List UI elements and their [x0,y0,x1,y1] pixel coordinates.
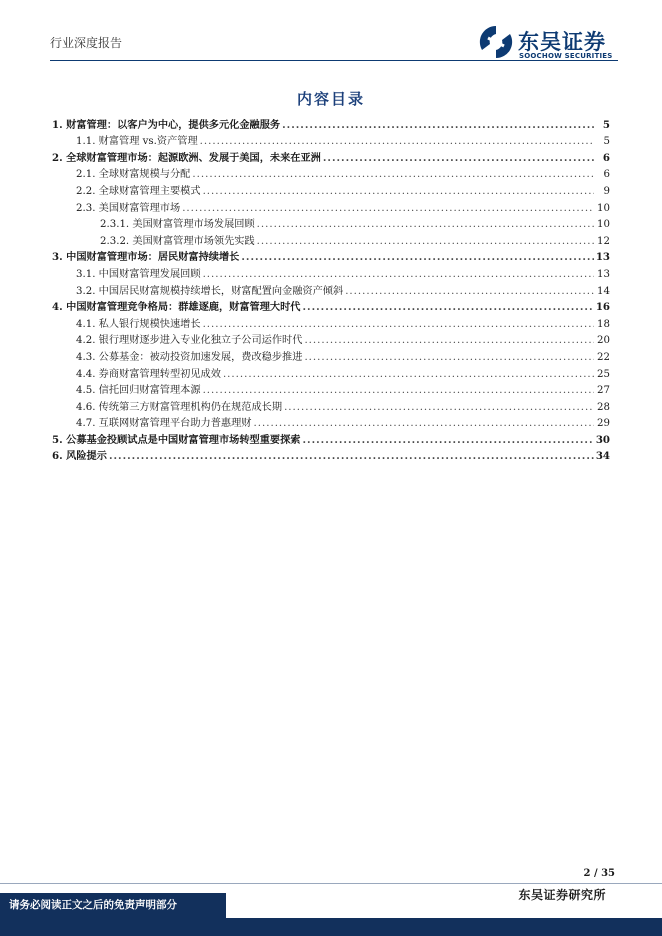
toc-entry-page: 28 [597,401,610,413]
toc-entry[interactable] [52,197,610,214]
institute-name: 东吴证券研究所 [518,888,606,902]
toc-dot-leader [254,418,595,429]
toc-entry-page: 30 [595,433,610,446]
toc-entry-label: 1.1. 财富管理 vs.资产管理 [76,136,198,148]
toc-dot-leader [303,434,594,446]
toc-entry[interactable] [52,446,610,463]
toc-dot-leader [182,203,594,214]
toc-dot-leader [203,186,594,197]
toc-dot-leader [192,169,594,180]
toc-dot-leader [257,236,594,247]
soochow-logo-icon [478,24,514,60]
toc-entry-page: 9 [603,185,610,197]
footer-bar [0,918,662,936]
toc-entry-page: 6 [602,151,610,164]
toc-entry-page: 25 [597,368,610,380]
toc-dot-leader [203,385,594,396]
toc-dot-leader [241,251,593,263]
logo-chinese-name: 东吴证券 [518,30,606,54]
toc-entry-page: 18 [597,318,610,330]
disclaimer-banner: 请务必阅读正文之后的免责声明部分 [0,893,226,918]
toc-entry-label: 3.2. 中国居民财富规模持续增长，财富配置向金融资产倾斜 [76,285,344,297]
toc-entry-label: 4.5. 信托回归财富管理本源 [76,385,201,397]
toc-entry-label: 4.1. 私人银行规模快速增长 [76,318,201,330]
toc-dot-leader [303,301,594,313]
toc-entry[interactable] [52,363,610,380]
toc-entry[interactable] [52,280,610,297]
toc-dot-leader [203,269,594,280]
toc-entry-page: 34 [595,450,610,463]
toc-entry-label: 2.3. 美国财富管理市场 [76,202,181,214]
toc-dot-leader [109,450,594,462]
toc-entry-page: 6 [603,169,610,181]
toc-entry-label: 3. 中国财富管理市场：居民财富持续增长 [52,251,240,264]
toc-entry[interactable] [52,429,610,446]
toc-entry-label: 2.2. 全球财富管理主要模式 [76,185,201,197]
toc-entry-page: 5 [603,136,610,148]
toc-entry[interactable] [52,131,610,148]
toc-entry-page: 10 [597,219,610,231]
logo-english-name: SOOCHOW SECURITIES [519,52,613,60]
toc-entry-page: 20 [597,335,610,347]
toc-entry-label: 4.3. 公募基金：被动投资加速发展，费改稳步推进 [76,351,303,363]
toc-entry-page: 13 [597,268,610,280]
toc-entry-label: 2.1. 全球财富规模与分配 [76,169,191,181]
toc-entry[interactable] [52,380,610,397]
toc-entry-page: 13 [595,251,610,264]
toc-dot-leader [203,319,594,330]
toc-entry[interactable] [52,147,610,164]
toc-title: 内容目录 [296,90,365,108]
toc-entry-label: 4.6. 传统第三方财富管理机构仍在规范成长期 [76,401,283,413]
toc-dot-leader [200,136,594,147]
toc-entry-label: 5. 公募基金投顾试点是中国财富管理市场转型重要探索 [52,433,301,446]
toc-entry-label: 2.3.1. 美国财富管理市场发展回顾 [100,219,255,231]
header-divider [50,60,618,61]
toc-entry-page: 10 [597,202,610,214]
brand-logo [478,24,618,64]
toc-entry[interactable] [52,247,610,264]
toc-entry[interactable] [52,396,610,413]
toc-entry[interactable] [52,330,610,347]
toc-entry-label: 1. 财富管理：以客户为中心，提供多元化金融服务 [52,118,281,131]
report-type-label: 行业深度报告 [50,36,123,50]
toc-entry-label: 3.1. 中国财富管理发展回顾 [76,268,201,280]
toc-entry-label: 4.7. 互联网财富管理平台助力普惠理财 [76,418,252,430]
toc-entry[interactable] [52,413,610,430]
toc-entry-page: 14 [597,285,610,297]
toc-entry[interactable] [52,346,610,363]
toc-entry[interactable] [52,164,610,181]
toc-dot-leader [323,152,594,164]
toc-entry-label: 2.3.2. 美国财富管理市场领先实践 [100,235,255,247]
toc-dot-leader [257,219,594,230]
toc-dot-leader [284,402,594,413]
toc-dot-leader [304,352,594,363]
toc-entry-label: 4.2. 银行理财逐步进入专业化独立子公司运作时代 [76,335,303,347]
toc-entry-page: 16 [595,301,610,314]
toc-dot-leader [304,335,594,346]
toc-dot-leader [345,286,594,297]
toc-entry-page: 29 [597,418,610,430]
toc-entry-page: 12 [597,235,610,247]
toc-entry[interactable] [52,313,610,330]
page-indicator: 2 / 35 [583,868,615,879]
toc-entry-label: 2. 全球财富管理市场：起源欧洲、发展于美国，未来在亚洲 [52,151,321,164]
toc-entry[interactable] [52,230,610,247]
toc-dot-leader [282,119,594,131]
table-of-contents [52,114,610,462]
toc-entry[interactable] [52,114,610,131]
toc-dot-leader [223,369,594,380]
toc-entry[interactable] [52,297,610,314]
toc-entry-label: 4.4. 券商财富管理转型初见成效 [76,368,221,380]
toc-entry[interactable] [52,263,610,280]
toc-entry-page: 22 [597,351,610,363]
toc-entry-page: 27 [597,385,610,397]
footer-divider [0,883,662,884]
toc-entry[interactable] [52,214,610,231]
toc-entry[interactable] [52,180,610,197]
toc-entry-label: 6. 风险提示 [52,450,107,463]
toc-entry-label: 4. 中国财富管理竞争格局：群雄逐鹿，财富管理大时代 [52,301,301,314]
toc-entry-page: 5 [602,118,610,131]
